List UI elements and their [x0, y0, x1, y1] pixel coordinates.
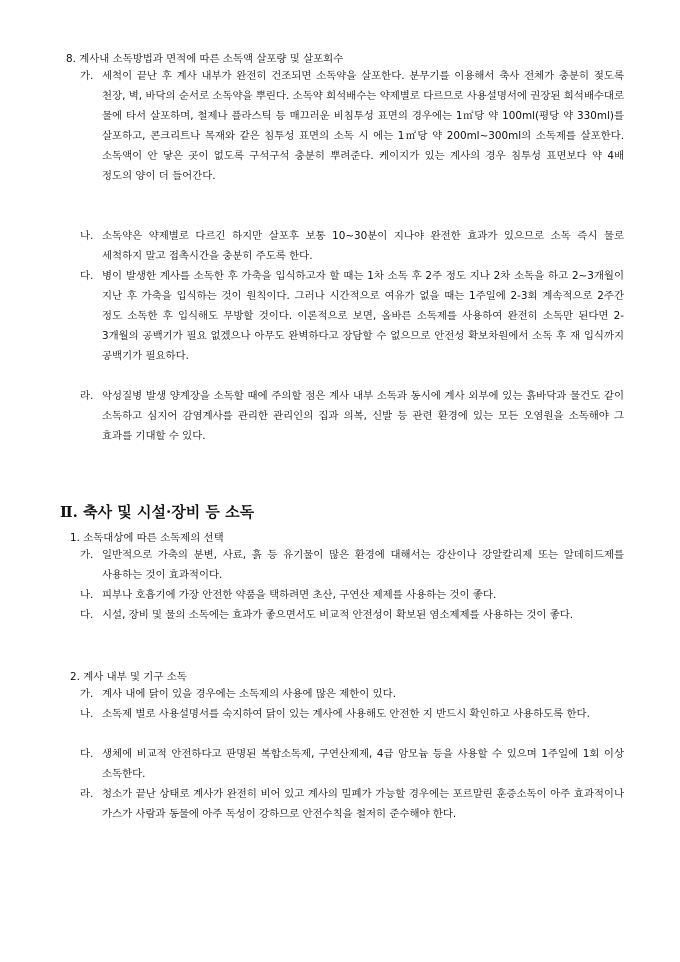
item-marker: 가. [80, 688, 94, 700]
subsection-2-item-ra [80, 784, 624, 824]
item-marker: 다. [80, 748, 94, 760]
item-text: 세척이 끝난 후 계사 내부가 완전히 건조되면 소독약을 살포한다. 분무기를 이용해서 축사 전체가 충분히 젖도록 천장, 벽, 바닥의 순서로 소독약을 뿌린다. 소독약 희석배수는 약제별로 다르므로 사용설명서에 권장된 희석배수대로 물에 타서 살포하며, 철제나 플라스틱 등 매끄러운 비침투성 표면의 경우에는 1㎡당 약 100ml(평당 약 330ml)를 살포하고, 콘크리트나 목재와 같은 침투성 표면의 소독 시 에는 1㎡당 약 200ml~300ml의 소독제를 살포한다. 소독액이 안 닿은 곳이 없도록 구석구석 충분히 뿌려준다. 케이지가 있는 계사의 경우 침투성 표면보다 약 4배 정도의 양이 더 들어간다. [102, 70, 624, 182]
section-8-item-da [80, 266, 624, 366]
section-8-item-ga [80, 66, 624, 186]
section-8-item-ra [80, 386, 624, 446]
item-text: 생체에 비교적 안전하다고 판명된 복합소독제, 구연산제제, 4급 암모늄 등을 사용할 수 있으며 1주일에 1회 이상 소독한다. [102, 748, 624, 780]
section-8-item-na [80, 226, 624, 266]
subsection-1-item-da [80, 605, 624, 625]
subsection-2-item-ga [80, 684, 624, 704]
item-text: 피부나 호흡기에 가장 안전한 약품을 택하려면 초산, 구연산 제제를 사용하는 것이 좋다. [102, 589, 497, 601]
item-marker: 다. [80, 270, 94, 282]
item-marker: 가. [80, 70, 94, 82]
item-text: 병이 발생한 계사를 소독한 후 가축을 입식하고자 할 때는 1차 소독 후 2주 정도 지나 2차 소독을 하고 2~3개월이 지난 후 가축을 입식하는 것이 원칙이다. 그러나 시간적으로 여유가 없을 때는 1주일에 2-3회 계속적으로 2주간 정도 소독한 후 입식해도 무방할 것이다. 이론적으로 보면, 올바른 소독제를 사용하여 완전히 소독만 된다면 2-3개월의 공백기가 필요 없겠으나 아무도 완벽하다고 장담할 수 없으므로 안전성 확보차원에서 소독 후 재 입식까지 공백기가 필요하다. [102, 270, 624, 362]
item-text: 시설, 장비 및 물의 소독에는 효과가 좋으면서도 비교적 안전성이 확보된 염소제제를 사용하는 것이 좋다. [102, 609, 574, 621]
item-marker: 나. [80, 708, 94, 720]
item-marker: 라. [80, 390, 94, 402]
item-text: 악성질병 발생 양계장을 소독할 때에 주의할 점은 계사 내부 소독과 동시에 계사 외부에 있는 흙바닥과 물건도 같이 소독하고 심지어 감염계사를 관리한 관리인의 집과 의복, 신발 등 관련 환경에 있는 모든 오염원을 소독해야 그 효과를 기대할 수 있다. [102, 390, 624, 442]
item-text: 일반적으로 가축의 분변, 사료, 흙 등 유기물이 많은 환경에 대해서는 강산이나 강알칼리제 또는 알데히드제를 사용하는 것이 효과적이다. [102, 549, 624, 581]
item-marker: 다. [80, 609, 94, 621]
item-marker: 나. [80, 230, 94, 242]
section-8-title: 8. 계사내 소독방법과 면적에 따른 소독액 살포량 및 살포회수 [66, 53, 344, 65]
subsection-2-title: 2. 계사 내부 및 기구 소독 [70, 671, 187, 683]
item-marker: 나. [80, 589, 94, 601]
item-text: 청소가 끝난 상태로 계사가 완전히 비어 있고 계사의 밀폐가 가능할 경우에는 포르말린 훈증소독이 아주 효과적이나 가스가 사람과 동물에 아주 독성이 강하므로 안전수칙을 철저히 준수해야 한다. [102, 788, 624, 820]
item-marker: 라. [80, 788, 94, 800]
subsection-1-title: 1. 소독대상에 따른 소독제의 선택 [70, 532, 224, 544]
subsection-2-item-da [80, 744, 624, 784]
subsection-1-item-na [80, 585, 624, 605]
subsection-1-item-ga [80, 545, 624, 585]
item-text: 소독제 별로 사용설명서를 숙지하여 닭이 있는 계사에 사용해도 안전한 지 반드시 확인하고 사용하도록 한다. [102, 708, 590, 720]
chapter-heading: Ⅱ. 축사 및 시설·장비 등 소독 [60, 503, 255, 521]
item-marker: 가. [80, 549, 94, 561]
subsection-2-item-na [80, 704, 624, 724]
item-text: 계사 내에 닭이 있을 경우에는 소독제의 사용에 많은 제한이 있다. [102, 688, 396, 700]
item-text: 소독약은 약제별로 다르긴 하지만 살포후 보통 10~30분이 지나야 완전한 효과가 있으므로 소독 즉시 물로 세척하지 말고 접촉시간을 충분히 주도록 한다. [102, 230, 624, 262]
